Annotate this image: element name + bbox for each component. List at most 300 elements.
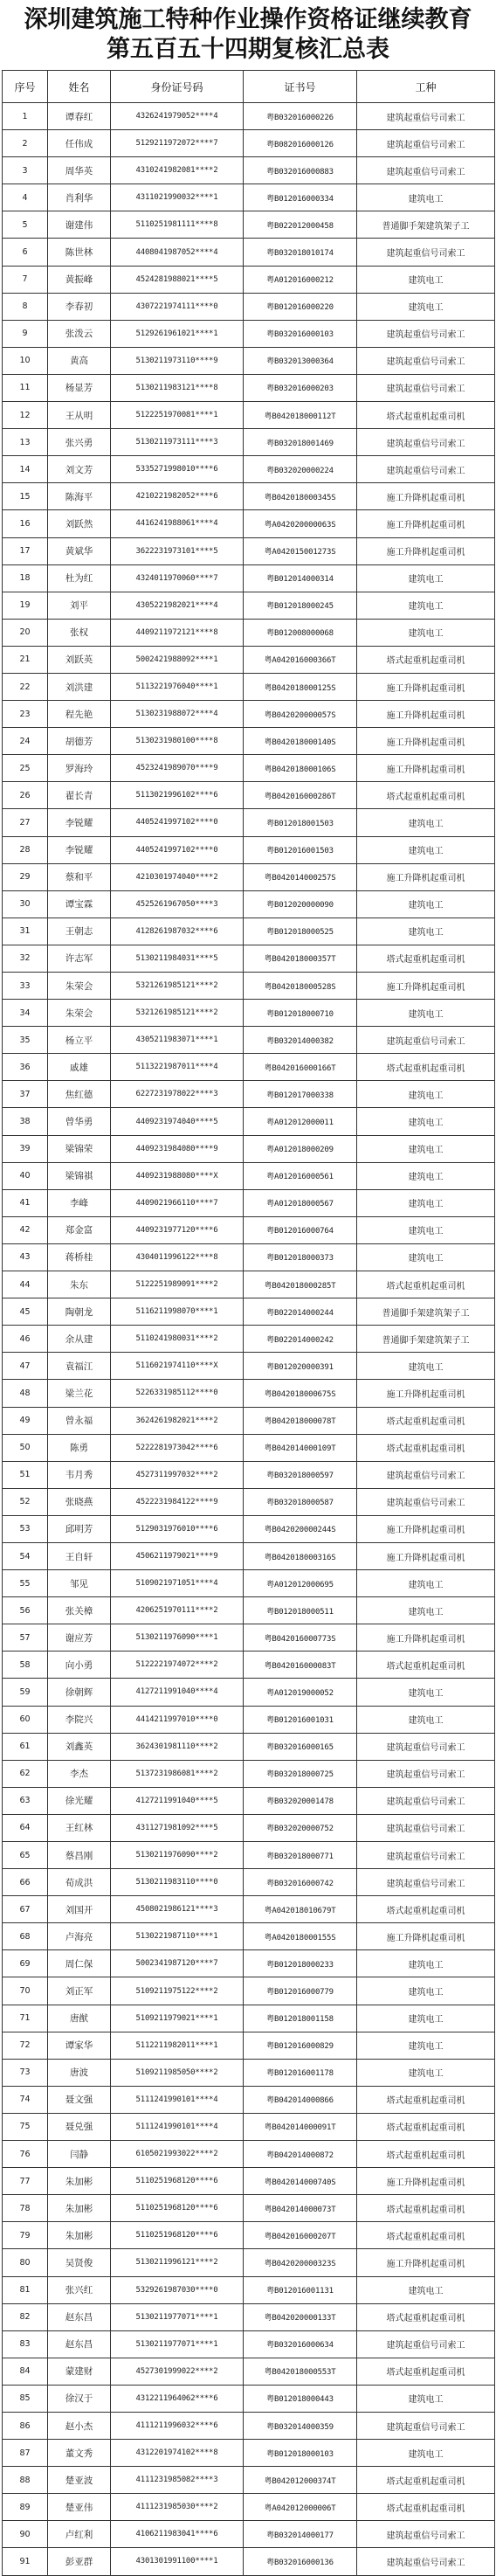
cell-id-number: 513021198312​1****8 [111,374,244,401]
cell-job-type: 塔式起重机起重司机 [357,2358,495,2385]
cell-certificate-number: 粤B012016001131 [244,2276,357,2303]
cell-certificate-number: 粤B032014000177 [244,2521,357,2548]
cell-id-number: 511221198201​1****1 [111,2032,244,2059]
cell-certificate-number: 粤B032016000203 [244,374,357,401]
cell-name: 蔡昌刚 [48,1842,111,1869]
cell-job-type: 建筑电工 [357,1597,495,1624]
cell-id-number: 452324198907​0****9 [111,755,244,782]
cell-job-type: 塔式起重机起重司机 [357,402,495,429]
cell-certificate-number: 粤A012016000212 [244,266,357,293]
summary-table [2,70,495,2576]
cell-index: 34 [3,1000,48,1027]
cell-job-type: 建筑电工 [357,1108,495,1135]
cell-name: 李院兴 [48,1706,111,1733]
cell-id-number: 440923198808​0****X [111,1162,244,1189]
table-row [3,728,495,755]
table-row [3,2086,495,2113]
cell-name: 聂文强 [48,2086,111,2113]
cell-id-number: 362430198111​0****2 [111,1733,244,1760]
cell-index: 81 [3,2276,48,2303]
cell-name: 袁福江 [48,1353,111,1380]
cell-id-number: 513021197311​0****9 [111,347,244,374]
cell-name: 梁锦荣 [48,1135,111,1162]
cell-certificate-number: 粤B082016000126 [244,130,357,157]
cell-index: 84 [3,2358,48,2385]
table-row [3,1189,495,1216]
cell-id-number: 513021198403​1****5 [111,945,244,972]
cell-certificate-number: 粤B032014000359 [244,2412,357,2439]
cell-name: 楚亚伟 [48,2494,111,2521]
cell-certificate-number: 粤B042014000109T [244,1434,357,1461]
cell-certificate-number: 粤B032018000771 [244,1842,357,1869]
cell-id-number: 362426198202​1****2 [111,1407,244,1434]
cell-job-type: 建筑电工 [357,619,495,646]
cell-job-type: 施工升降机起重司机 [357,973,495,1000]
cell-name: 李锐耀 [48,836,111,863]
cell-job-type: 建筑电工 [357,1570,495,1597]
cell-job-type: 建筑起重信号司索工 [357,1027,495,1054]
cell-certificate-number: 粤B042016000773S [244,1624,357,1652]
cell-job-type: 建筑电工 [357,1243,495,1271]
cell-id-number: 432401197006​0****7 [111,564,244,592]
cell-id-number: 513021197311​1****3 [111,429,244,456]
table-row [3,1135,495,1162]
cell-name: 程先艳 [48,701,111,728]
cell-job-type: 普通脚手架建筑架子工 [357,211,495,239]
cell-certificate-number: 粤A012018000567 [244,1189,357,1216]
cell-job-type: 塔式起重机起重司机 [357,1271,495,1298]
cell-name: 荀成洪 [48,1869,111,1896]
cell-job-type: 塔式起重机起重司机 [357,1652,495,1679]
cell-name: 闫静 [48,2141,111,2168]
cell-name: 陈世林 [48,239,111,266]
cell-certificate-number: 粤B022014000244 [244,1298,357,1326]
cell-id-number: 421022198205​2****6 [111,483,244,510]
cell-certificate-number: 粤B042020000244S [244,1515,357,1542]
table-row [3,1814,495,1841]
cell-name: 周仁保 [48,1950,111,1977]
cell-job-type: 建筑电工 [357,1000,495,1027]
cell-job-type: 塔式起重机起重司机 [357,2303,495,2330]
cell-job-type: 建筑电工 [357,1950,495,1977]
cell-id-number: 513021197609​0****2 [111,1842,244,1869]
cell-index: 72 [3,2032,48,2059]
cell-name: 吴贤俊 [48,2249,111,2276]
cell-certificate-number: 粤B012018001503 [244,809,357,836]
cell-id-number: 512222197407​2****2 [111,1652,244,1679]
cell-certificate-number: 粤B012018000103 [244,2440,357,2467]
table-row [3,1271,495,1298]
cell-index: 55 [3,1570,48,1597]
cell-index: 78 [3,2195,48,2222]
cell-job-type: 建筑电工 [357,1706,495,1733]
cell-job-type: 建筑电工 [357,2059,495,2086]
table-row [3,2467,495,2494]
table-row [3,782,495,809]
cell-job-type: 施工升降机起重司机 [357,483,495,510]
cell-job-type: 塔式起重机起重司机 [357,2222,495,2249]
cell-certificate-number: 粤B032020001478 [244,1787,357,1814]
cell-name: 张权 [48,619,111,646]
cell-name: 徐光耀 [48,1787,111,1814]
cell-job-type: 建筑起重信号司索工 [357,130,495,157]
table-row [3,2059,495,2086]
cell-certificate-number: 粤B012020000090 [244,890,357,918]
cell-job-type: 建筑电工 [357,1189,495,1216]
cell-certificate-number: 粤B012018000443 [244,2385,357,2412]
cell-index: 47 [3,1353,48,1380]
table-row [3,2005,495,2032]
cell-id-number: 511124199010​1****4 [111,2113,244,2140]
cell-name: 李杰 [48,1760,111,1787]
cell-id-number: 430722197411​1****0 [111,293,244,320]
cell-index: 50 [3,1434,48,1461]
cell-id-number: 452223198412​2****9 [111,1488,244,1515]
cell-job-type: 建筑起重信号司索工 [357,456,495,483]
cell-job-type: 塔式起重机起重司机 [357,2141,495,2168]
cell-job-type: 建筑电工 [357,1977,495,2005]
cell-index: 57 [3,1624,48,1652]
cell-job-type: 建筑起重信号司索工 [357,1760,495,1787]
table-row [3,701,495,728]
cell-certificate-number: 粤B042014000872 [244,2141,357,2168]
cell-id-number: 532126198512​1****2 [111,973,244,1000]
cell-index: 35 [3,1027,48,1054]
cell-name: 蒙建财 [48,2358,111,2385]
cell-job-type: 建筑电工 [357,1162,495,1189]
cell-certificate-number: 粤A012012000011 [244,1108,357,1135]
cell-name: 聂兑强 [48,2113,111,2140]
table-row [3,293,495,320]
cell-id-number: 411123198503​0****2 [111,2494,244,2521]
cell-index: 13 [3,429,48,456]
cell-job-type: 建筑起重信号司索工 [357,2412,495,2439]
cell-certificate-number: 粤B042018000106S [244,755,357,782]
cell-job-type: 建筑电工 [357,564,495,592]
cell-id-number: 440921197212​1****8 [111,619,244,646]
cell-certificate-number: 粤B012018001158 [244,2005,357,2032]
cell-name: 王从明 [48,402,111,429]
cell-id-number: 440923197404​0****5 [111,1108,244,1135]
cell-name: 朱荣会 [48,1000,111,1027]
cell-id-number: 513021199612​1****2 [111,2249,244,2276]
cell-certificate-number: 粤B012018000710 [244,1000,357,1027]
cell-job-type: 建筑电工 [357,266,495,293]
cell-name: 黄高 [48,347,111,374]
cell-job-type: 建筑电工 [357,809,495,836]
cell-certificate-number: 粤B042016000286T [244,782,357,809]
cell-certificate-number: 粤A042018010679T [244,1896,357,1923]
cell-name: 刘鑫英 [48,1733,111,1760]
cell-name: 邹见 [48,1570,111,1597]
cell-job-type: 施工升降机起重司机 [357,1515,495,1542]
cell-name: 戚雄 [48,1054,111,1081]
cell-id-number: 522228197304​2****6 [111,1434,244,1461]
cell-name: 罗海玲 [48,755,111,782]
cell-index: 68 [3,1923,48,1950]
cell-name: 楚亚波 [48,2467,111,2494]
table-row [3,2521,495,2548]
cell-certificate-number: 粤B022012000458 [244,211,357,239]
cell-index: 53 [3,1515,48,1542]
cell-certificate-number: 粤A042020000063S [244,510,357,537]
cell-certificate-number: 粤B032016000742 [244,1869,357,1896]
cell-index: 87 [3,2440,48,2467]
cell-id-number: 512225198909​1****2 [111,1271,244,1298]
table-row [3,2330,495,2358]
cell-certificate-number: 粤B042018000125S [244,673,357,700]
cell-certificate-number: 粤B012018000245 [244,592,357,619]
cell-name: 谢建伟 [48,211,111,239]
table-row [3,211,495,239]
table-row [3,836,495,863]
cell-index: 74 [3,2086,48,2113]
cell-index: 22 [3,673,48,700]
table-row [3,1326,495,1353]
cell-index: 67 [3,1896,48,1923]
cell-id-number: 511024198003​1****2 [111,1326,244,1353]
cell-id-number: 511621199807​0****1 [111,1298,244,1326]
table-row [3,429,495,456]
table-body [3,103,495,2576]
cell-job-type: 塔式起重机起重司机 [357,2195,495,2222]
cell-certificate-number: 粤B042018000140S [244,728,357,755]
table-row [3,1842,495,1869]
cell-index: 41 [3,1189,48,1216]
cell-id-number: 412721199104​0****4 [111,1679,244,1706]
cell-job-type: 建筑起重信号司索工 [357,1461,495,1488]
cell-index: 32 [3,945,48,972]
cell-job-type: 建筑电工 [357,2440,495,2467]
cell-job-type: 施工升降机起重司机 [357,863,495,890]
cell-name: 王朝志 [48,918,111,945]
cell-index: 6 [3,239,48,266]
table-row [3,564,495,592]
cell-job-type: 建筑起重信号司索工 [357,320,495,347]
cell-certificate-number: 粤B012018000511 [244,1597,357,1624]
cell-id-number: 450802198612​1****3 [111,1896,244,1923]
header-certificate-number: 证书号 [244,71,357,103]
table-row [3,1108,495,1135]
cell-index: 71 [3,2005,48,2032]
cell-name: 刘跃英 [48,646,111,673]
cell-index: 21 [3,646,48,673]
cell-name: 朱荣会 [48,973,111,1000]
cell-index: 15 [3,483,48,510]
cell-name: 肖利华 [48,184,111,211]
cell-job-type: 建筑电工 [357,592,495,619]
cell-certificate-number: 粤B042014000091T [244,2113,357,2140]
cell-index: 39 [3,1135,48,1162]
cell-certificate-number: 粤A042018000155S [244,1923,357,1950]
table-row [3,646,495,673]
cell-id-number: 511025196812​0****6 [111,2168,244,2195]
cell-certificate-number: 粤B012018000233 [244,1950,357,1977]
cell-index: 86 [3,2412,48,2439]
cell-index: 44 [3,1271,48,1298]
cell-certificate-number: 粤B032016000165 [244,1733,357,1760]
table-row [3,184,495,211]
cell-id-number: 511322197604​0****1 [111,673,244,700]
cell-job-type: 建筑电工 [357,2276,495,2303]
table-row [3,1243,495,1271]
cell-index: 42 [3,1216,48,1243]
cell-job-type: 建筑电工 [357,1679,495,1706]
table-row [3,1542,495,1569]
cell-id-number: 431102199003​2****1 [111,184,244,211]
cell-id-number: 512926196102​1****1 [111,320,244,347]
cell-certificate-number: 粤A012012000695 [244,1570,357,1597]
cell-certificate-number: 粤B012016001178 [244,2059,357,2086]
cell-certificate-number: 粤B042012000374T [244,2467,357,2494]
cell-id-number: 500242198809​2****1 [111,646,244,673]
cell-index: 83 [3,2330,48,2358]
cell-id-number: 452731199703​2****2 [111,1461,244,1488]
cell-index: 3 [3,157,48,184]
cell-index: 90 [3,2521,48,2548]
cell-certificate-number: 粤B042014000257S [244,863,357,890]
cell-job-type: 建筑电工 [357,2385,495,2412]
cell-name: 刘平 [48,592,111,619]
cell-name: 翟长青 [48,782,111,809]
cell-name: 李峰 [48,1189,111,1216]
cell-certificate-number: 粤B022014000242 [244,1326,357,1353]
cell-id-number: 410621198304​1****6 [111,2521,244,2548]
table-row [3,347,495,374]
cell-index: 65 [3,1842,48,1869]
cell-index: 79 [3,2222,48,2249]
cell-name: 谢应芳 [48,1624,111,1652]
cell-index: 82 [3,2303,48,2330]
cell-index: 54 [3,1542,48,1569]
cell-id-number: 412721199104​0****5 [111,1787,244,1814]
cell-id-number: 441624198806​1****4 [111,510,244,537]
table-row [3,2385,495,2412]
cell-certificate-number: 粤B042020000323S [244,2249,357,2276]
table-row [3,157,495,184]
cell-id-number: 511302199610​2****6 [111,782,244,809]
table-row [3,1787,495,1814]
cell-id-number: 431127198109​2****5 [111,1814,244,1841]
cell-certificate-number: 粤A042012000006T [244,2494,357,2521]
cell-id-number: 420625197011​1****2 [111,1597,244,1624]
table-row [3,1434,495,1461]
cell-job-type: 塔式起重机起重司机 [357,646,495,673]
cell-certificate-number: 粤B012014000314 [244,564,357,592]
cell-job-type: 建筑电工 [357,1135,495,1162]
cell-certificate-number: 粤B042016000083T [244,1652,357,1679]
cell-id-number: 511025198111​1****8 [111,211,244,239]
table-row [3,2276,495,2303]
cell-index: 38 [3,1108,48,1135]
table-row [3,1977,495,2005]
cell-certificate-number: 粤B032016000226 [244,103,357,130]
cell-certificate-number: 粤B032018000725 [244,1760,357,1787]
cell-id-number: 513023198807​2****4 [111,701,244,728]
table-row [3,1298,495,1326]
cell-id-number: 622723197802​2****3 [111,1081,244,1108]
cell-index: 77 [3,2168,48,2195]
cell-name: 赵小杰 [48,2412,111,2439]
table-row [3,103,495,130]
cell-job-type: 建筑电工 [357,1216,495,1243]
table-row [3,1461,495,1488]
cell-id-number: 513021197707​1****1 [111,2303,244,2330]
table-row [3,1216,495,1243]
cell-certificate-number: 粤B042018000345S [244,483,357,510]
cell-job-type: 建筑电工 [357,293,495,320]
cell-index: 2 [3,130,48,157]
cell-job-type: 施工升降机起重司机 [357,510,495,537]
cell-id-number: 510902197105​1****4 [111,1570,244,1597]
table-row [3,1597,495,1624]
cell-id-number: 450621197902​1****9 [111,1542,244,1569]
cell-certificate-number: 粤B012018000373 [244,1243,357,1271]
cell-index: 20 [3,619,48,646]
cell-index: 31 [3,918,48,945]
table-row [3,1706,495,1733]
cell-name: 韦月秀 [48,1461,111,1488]
cell-job-type: 施工升降机起重司机 [357,1923,495,1950]
table-row [3,1652,495,1679]
table-row [3,890,495,918]
cell-id-number: 500234198712​0****7 [111,1950,244,1977]
cell-index: 60 [3,1706,48,1733]
cell-certificate-number: 粤B042018000675S [244,1380,357,1407]
cell-certificate-number: 粤B012016000220 [244,293,357,320]
cell-index: 40 [3,1162,48,1189]
cell-index: 37 [3,1081,48,1108]
table-row [3,1027,495,1054]
cell-job-type: 建筑起重信号司索工 [357,1733,495,1760]
table-row [3,1570,495,1597]
cell-index: 64 [3,1814,48,1841]
cell-id-number: 452526196705​0****3 [111,890,244,918]
table-row [3,863,495,890]
cell-id-number: 430522198202​1****4 [111,592,244,619]
cell-index: 51 [3,1461,48,1488]
table-row [3,1054,495,1081]
cell-name: 卢海亮 [48,1923,111,1950]
cell-id-number: 362223197310​1****5 [111,537,244,564]
cell-job-type: 塔式起重机起重司机 [357,2113,495,2140]
table-row [3,1515,495,1542]
cell-id-number: 513021197707​1****1 [111,2330,244,2358]
cell-job-type: 建筑电工 [357,2032,495,2059]
cell-name: 张晓燕 [48,1488,111,1515]
cell-job-type: 建筑起重信号司索工 [357,157,495,184]
cell-name: 张兴勇 [48,429,111,456]
cell-certificate-number: 粤B032013000364 [244,347,357,374]
table-row [3,1923,495,1950]
cell-name: 刘正军 [48,1977,111,2005]
cell-job-type: 建筑起重信号司索工 [357,429,495,456]
cell-certificate-number: 粤B042018000316S [244,1542,357,1569]
header-name: 姓名 [48,71,111,103]
cell-name: 任伟成 [48,130,111,157]
table-row [3,2168,495,2195]
cell-job-type: 塔式起重机起重司机 [357,1407,495,1434]
cell-id-number: 511025196812​0****6 [111,2222,244,2249]
cell-id-number: 431220197410​2****8 [111,2440,244,2467]
cell-certificate-number: 粤B032016000883 [244,157,357,184]
table-row [3,320,495,347]
title-line-2: 第五百五十四期复核汇总表 [107,36,389,63]
cell-index: 4 [3,184,48,211]
cell-name: 朱加彬 [48,2222,111,2249]
table-row [3,2195,495,2222]
cell-certificate-number: 粤B032014000382 [244,1027,357,1054]
